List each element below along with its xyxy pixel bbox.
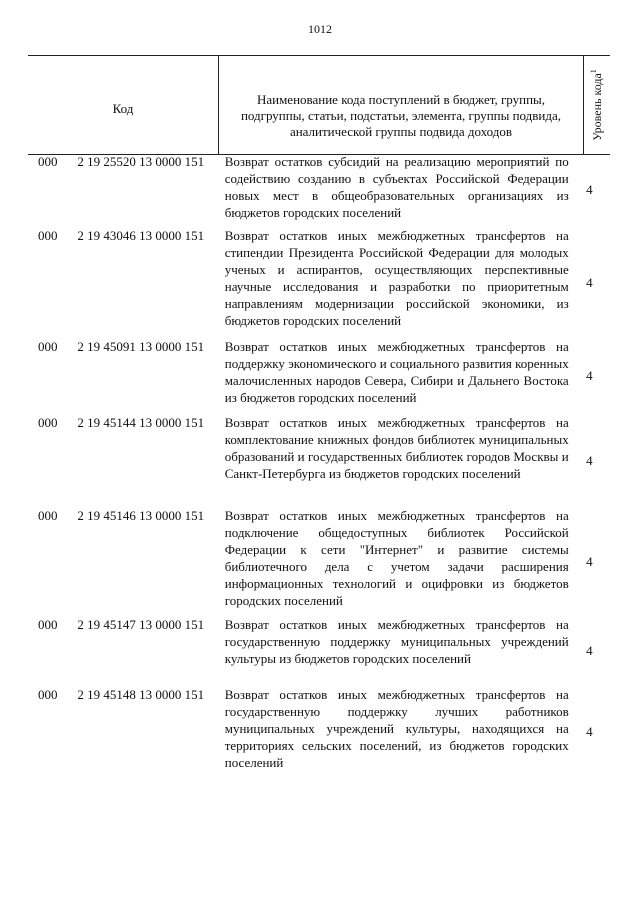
row-name: Возврат остатков иных межбюджетных трансфертов на государственную поддержку муниципальных учреждений культуры из бюджетов городских поселений	[224, 617, 569, 666]
table-row	[28, 153, 610, 227]
table-body	[28, 153, 610, 778]
row-level: 4	[586, 643, 593, 658]
header-level-text	[589, 69, 605, 141]
row-name: Возврат остатков иных межбюджетных трансфертов на поддержку экономического и социального развития коренных малочисленных народов Севера, Сибири и Дальнего Востока из бюджетов городских поселений	[224, 339, 569, 405]
table-header	[28, 55, 610, 155]
row-name: Возврат остатков иных межбюджетных трансфертов на комплектование книжных фондов библиотек муниципальных образований и государственных библиотек городов Москвы и Санкт-Петербурга из бюджетов городских поселений	[224, 415, 569, 481]
table-row	[28, 338, 610, 414]
row-level: 4	[586, 368, 593, 383]
row-code: 2 19 45144 13 0000 151	[77, 415, 205, 430]
row-name: Возврат остатков иных межбюджетных трансфертов на государственную поддержку лучших работников муниципальных учреждений культуры, находящихся на территориях сельских поселений, из бюджетов городских поселений	[224, 687, 569, 770]
row-code: 2 19 45091 13 0000 151	[77, 339, 205, 354]
row-level: 4	[586, 274, 593, 290]
row-level: 4	[586, 452, 593, 468]
header-level	[584, 56, 610, 154]
row-level: 4	[586, 182, 593, 197]
page-number: 1012	[308, 22, 332, 36]
row-name: Возврат остатков иных межбюджетных трансфертов на стипендии Президента Российской Федерации для молодых ученых и аспирантов, осуществляющих перспективные научные исследования и разработки по приоритетным направлениям модернизации российской экономики, из бюджетов городских поселений	[224, 228, 569, 328]
row-prefix: 000	[38, 617, 58, 632]
row-prefix: 000	[38, 339, 58, 354]
row-level: 4	[586, 724, 593, 739]
row-code: 2 19 45146 13 0000 151	[77, 508, 205, 523]
table-row	[28, 616, 610, 686]
row-code: 2 19 45147 13 0000 151	[77, 617, 205, 632]
row-name: Возврат остатков иных межбюджетных трансфертов на подключение общедоступных библиотек Российской Федерации к сети "Интернет" и развитие системы библиотечного дела с учетом задачи расширения информационных технологий и оцифровки из бюджетов городских поселений	[224, 508, 569, 608]
table-row	[28, 507, 610, 616]
table-row	[28, 686, 610, 778]
table-row	[28, 414, 610, 507]
row-prefix: 000	[38, 415, 58, 430]
header-code: Код	[112, 101, 134, 116]
table-row	[28, 227, 610, 338]
row-prefix: 000	[38, 687, 58, 702]
row-code: 2 19 25520 13 0000 151	[77, 154, 205, 169]
row-prefix: 000	[38, 228, 58, 243]
header-level-label: Уровень кода	[590, 73, 604, 141]
header-level-footnote: 1	[589, 69, 598, 74]
row-code: 2 19 45148 13 0000 151	[77, 687, 205, 702]
row-prefix: 000	[38, 508, 58, 523]
row-level: 4	[586, 553, 593, 569]
row-name: Возврат остатков субсидий на реализацию мероприятий по содействию созданию в субъектах Российской Федерации новых мест в общеобразовательных организациях из бюджетов городских поселений	[224, 154, 569, 220]
header-name: Наименование кода поступлений в бюджет, группы, подгруппы, статьи, подстатьи, элемента, группы подвида, аналитической группы подвида доходов	[218, 56, 584, 154]
row-prefix: 000	[38, 154, 58, 169]
row-code: 2 19 43046 13 0000 151	[77, 228, 205, 243]
